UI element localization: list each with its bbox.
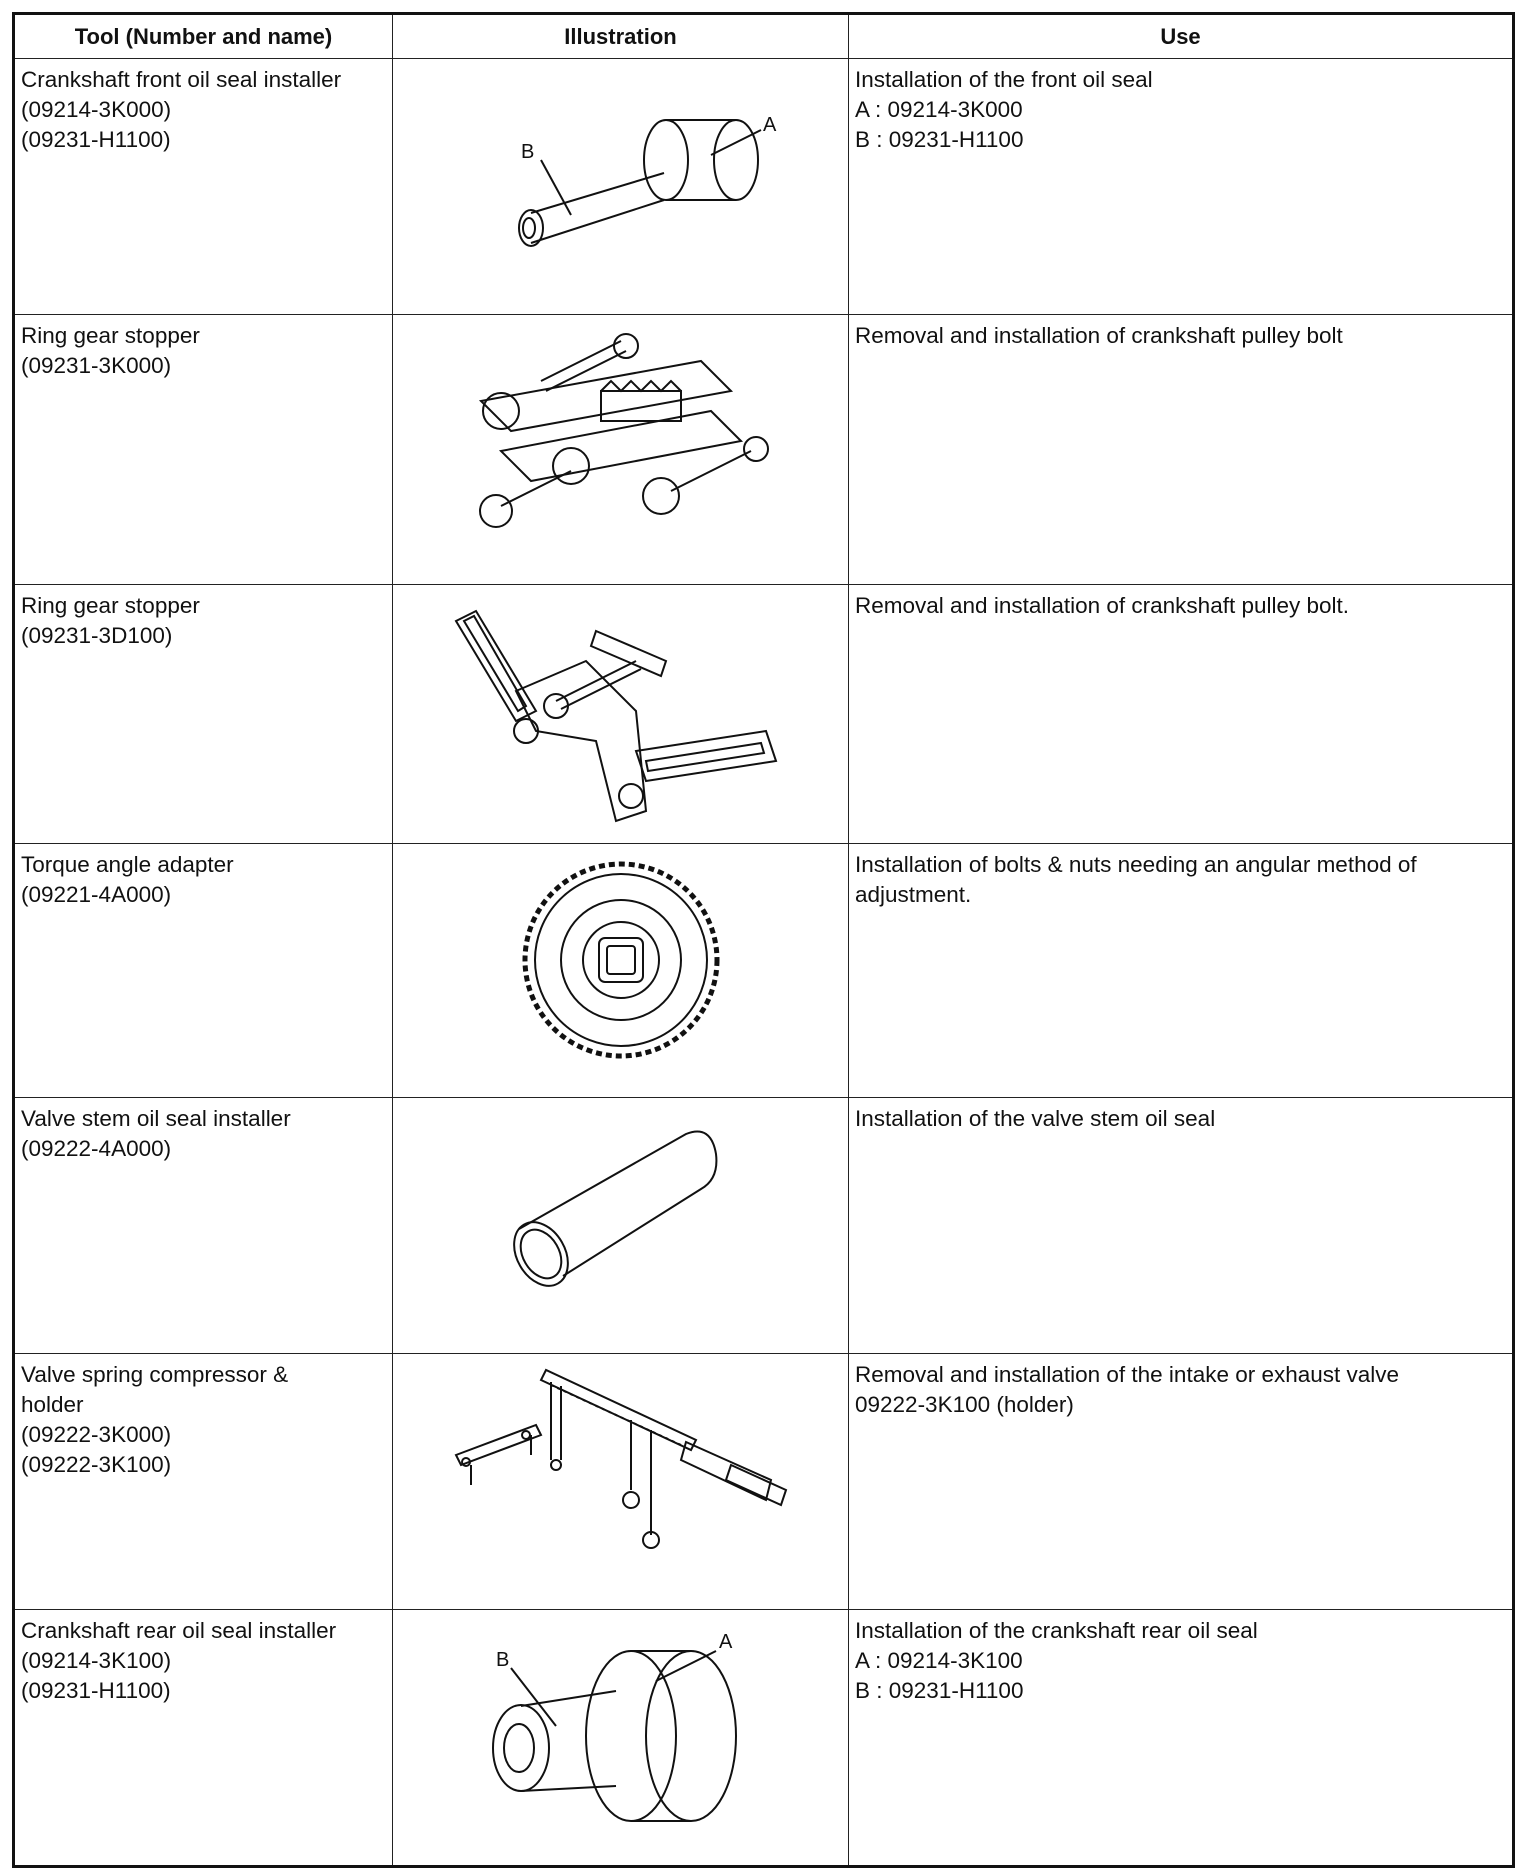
header-tool: Tool (Number and name) xyxy=(14,14,393,59)
tool-number: (09222-4A000) xyxy=(21,1136,172,1161)
table-row xyxy=(14,844,1514,1098)
table-row xyxy=(14,1354,1514,1610)
use-cell xyxy=(849,1354,1514,1610)
tool-cell xyxy=(14,1610,393,1867)
use-text: Installation of the valve stem oil seal xyxy=(855,1106,1216,1131)
ring-gear-stopper-drawing xyxy=(441,321,801,561)
use-cell xyxy=(849,1098,1514,1354)
tool-name: Crankshaft front oil seal installer xyxy=(21,67,342,92)
callout-b: B xyxy=(495,1649,509,1671)
use-cell xyxy=(849,585,1514,844)
use-cell xyxy=(849,1610,1514,1867)
special-tools-table xyxy=(12,12,1515,1868)
tool-number: (09231-H1100) xyxy=(21,1678,171,1703)
torque-angle-adapter-drawing xyxy=(511,850,731,1070)
illustration-cell xyxy=(393,844,849,1098)
use-text: 09222-3K100 (holder) xyxy=(855,1392,1074,1417)
tool-name: holder xyxy=(21,1392,84,1417)
tool-number: (09231-3D100) xyxy=(21,623,173,648)
tool-number: (09214-3K000) xyxy=(21,97,172,122)
illustration-cell xyxy=(393,1354,849,1610)
tool-number: (09214-3K100) xyxy=(21,1648,172,1673)
tool-cell xyxy=(14,315,393,585)
tool-name: Crankshaft rear oil seal installer xyxy=(21,1618,337,1643)
use-cell xyxy=(849,315,1514,585)
illustration-cell xyxy=(393,315,849,585)
tool-number: (09222-3K000) xyxy=(21,1422,172,1447)
tool-cell xyxy=(14,585,393,844)
use-text: A : 09214-3K100 xyxy=(855,1648,1023,1673)
table-row xyxy=(14,1610,1514,1867)
oil-seal-installer-drawing xyxy=(421,65,821,285)
tool-name: Valve stem oil seal installer xyxy=(21,1106,291,1131)
valve-spring-compressor-drawing xyxy=(431,1360,811,1560)
use-text: Removal and installation of crankshaft pulley bolt xyxy=(855,323,1343,348)
table-row xyxy=(14,59,1514,315)
use-text: Removal and installation of the intake or exhaust valve xyxy=(855,1362,1400,1387)
use-text: B : 09231-H1100 xyxy=(855,127,1024,152)
tool-number: (09231-3K000) xyxy=(21,353,172,378)
tool-cell xyxy=(14,1098,393,1354)
tool-cell xyxy=(14,844,393,1098)
use-text: B : 09231-H1100 xyxy=(855,1678,1024,1703)
use-text: Installation of the front oil seal xyxy=(855,67,1153,92)
use-cell xyxy=(849,844,1514,1098)
use-text: Installation of bolts & nuts needing an angular method of adjustment. xyxy=(855,852,1417,907)
illustration-cell xyxy=(393,59,849,315)
callout-b: B xyxy=(520,141,534,163)
callout-a: A xyxy=(718,1631,732,1653)
table-row xyxy=(14,1098,1514,1354)
tool-cell xyxy=(14,1354,393,1610)
tool-number: (09222-3K100) xyxy=(21,1452,172,1477)
tool-name: Valve spring compressor & xyxy=(21,1362,289,1387)
illustration-cell xyxy=(393,1098,849,1354)
tool-number: (09231-H1100) xyxy=(21,127,171,152)
use-cell xyxy=(849,59,1514,315)
valve-stem-seal-installer-drawing xyxy=(471,1104,771,1324)
tool-name: Torque angle adapter xyxy=(21,852,234,877)
callout-a: A xyxy=(762,114,776,136)
table-row xyxy=(14,585,1514,844)
tool-name: Ring gear stopper xyxy=(21,593,200,618)
use-text: Removal and installation of crankshaft pulley bolt. xyxy=(855,593,1350,618)
illustration-cell xyxy=(393,585,849,844)
header-use: Use xyxy=(849,14,1514,59)
table-header-row xyxy=(14,14,1514,59)
ring-gear-stopper-bracket-drawing xyxy=(436,591,806,831)
tool-cell xyxy=(14,59,393,315)
use-text: A : 09214-3K000 xyxy=(855,97,1023,122)
use-text: Installation of the crankshaft rear oil seal xyxy=(855,1618,1258,1643)
table-row xyxy=(14,315,1514,585)
tool-name: Ring gear stopper xyxy=(21,323,200,348)
rear-oil-seal-installer-drawing xyxy=(441,1616,801,1856)
tool-number: (09221-4A000) xyxy=(21,882,172,907)
illustration-cell xyxy=(393,1610,849,1867)
header-illustration: Illustration xyxy=(393,14,849,59)
